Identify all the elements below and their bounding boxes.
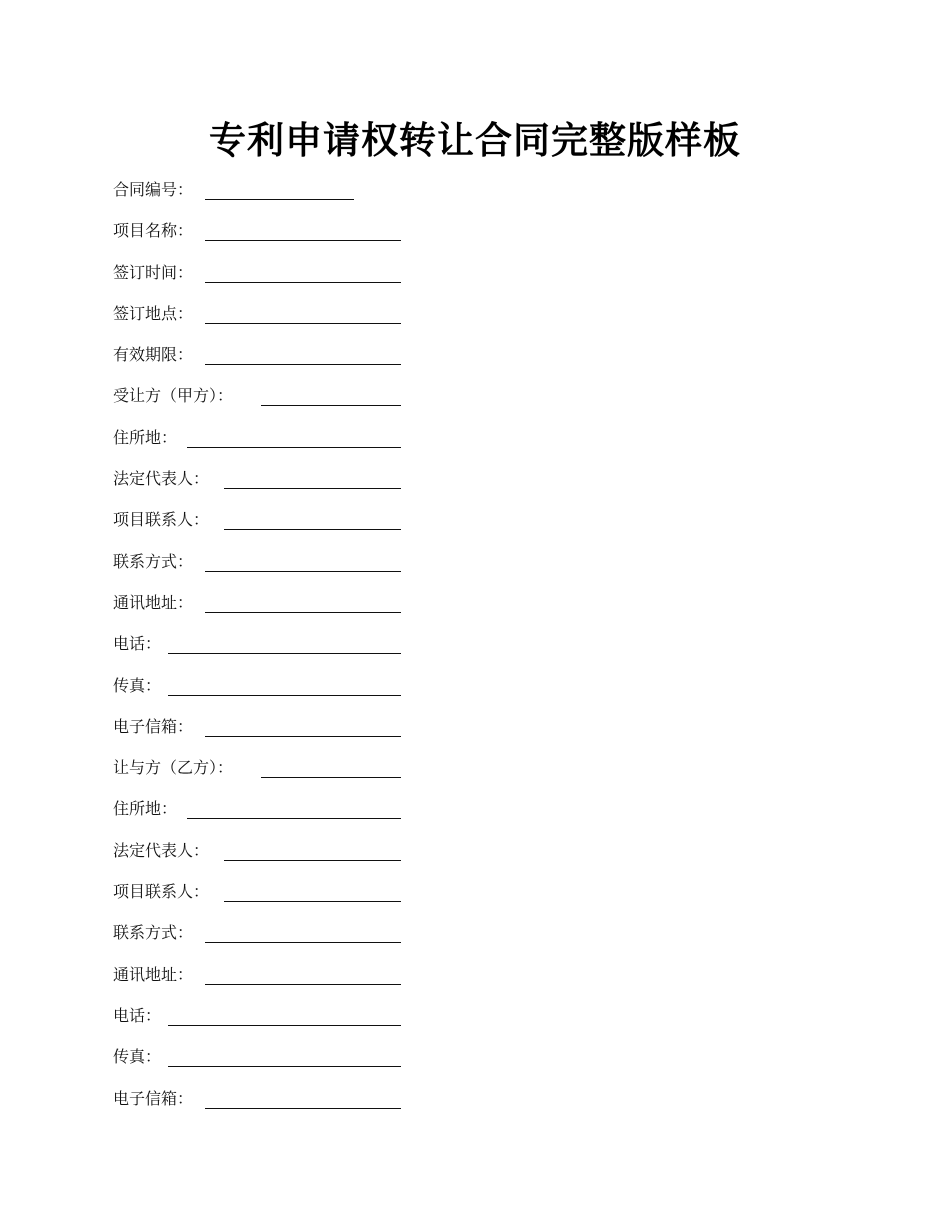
form-field-row <box>113 303 533 344</box>
field-label: 项目联系人： <box>113 882 210 902</box>
form-field-row <box>113 798 533 839</box>
field-label: 电话： <box>113 634 162 654</box>
field-label: 合同编号： <box>113 180 194 199</box>
field-label: 有效期限： <box>113 345 194 365</box>
fill-in-blank-line[interactable] <box>205 364 401 365</box>
field-label: 电子信箱： <box>113 716 194 736</box>
fill-in-blank-line[interactable] <box>187 447 401 448</box>
form-field-row <box>113 1005 533 1046</box>
form-field-row <box>113 427 533 468</box>
field-label: 让与方（乙方）： <box>113 758 234 778</box>
form-field-row <box>113 881 533 922</box>
fill-in-blank-line[interactable] <box>261 405 401 406</box>
fill-in-blank-line[interactable] <box>205 1108 401 1109</box>
fill-in-blank-line[interactable] <box>261 777 401 778</box>
document-title: 专利申请权转让合同完整版样板 <box>209 118 741 162</box>
contract-fields <box>113 179 533 1129</box>
field-label: 电子信箱： <box>113 1088 194 1108</box>
fill-in-blank-line[interactable] <box>205 282 401 283</box>
fill-in-blank-line[interactable] <box>205 323 401 324</box>
fill-in-blank-line[interactable] <box>205 942 401 943</box>
fill-in-blank-line[interactable] <box>205 199 354 200</box>
field-label: 法定代表人： <box>113 469 210 489</box>
fill-in-blank-line[interactable] <box>187 818 401 819</box>
form-field-row <box>113 262 533 303</box>
fill-in-blank-line[interactable] <box>168 653 401 654</box>
fill-in-blank-line[interactable] <box>205 984 401 985</box>
form-field-row <box>113 220 533 261</box>
field-label: 住所地： <box>113 427 178 447</box>
fill-in-blank-line[interactable] <box>205 736 401 737</box>
fill-in-blank-line[interactable] <box>205 612 401 613</box>
field-label: 签订地点： <box>113 303 194 323</box>
form-field-row <box>113 757 533 798</box>
fill-in-blank-line[interactable] <box>224 860 401 861</box>
field-label: 通讯地址： <box>113 592 194 612</box>
field-label: 传真： <box>113 1047 162 1067</box>
field-label: 通讯地址： <box>113 964 194 984</box>
form-field-row <box>113 179 533 220</box>
form-field-row <box>113 509 533 550</box>
field-label: 电话： <box>113 1005 162 1025</box>
fill-in-blank-line[interactable] <box>168 1066 401 1067</box>
form-field-row <box>113 344 533 385</box>
form-field-row <box>113 1046 533 1087</box>
field-label: 联系方式： <box>113 923 194 943</box>
form-field-row <box>113 385 533 426</box>
field-label: 项目联系人： <box>113 510 210 530</box>
fill-in-blank-line[interactable] <box>205 240 401 241</box>
field-label: 受让方（甲方）： <box>113 386 234 406</box>
form-field-row <box>113 592 533 633</box>
field-label: 法定代表人： <box>113 840 210 860</box>
fill-in-blank-line[interactable] <box>205 571 401 572</box>
field-label: 联系方式： <box>113 551 194 571</box>
form-field-row <box>113 675 533 716</box>
fill-in-blank-line[interactable] <box>224 488 401 489</box>
form-field-row <box>113 922 533 963</box>
form-field-row <box>113 1088 533 1129</box>
fill-in-blank-line[interactable] <box>168 695 401 696</box>
form-field-row <box>113 716 533 757</box>
field-label: 签订时间： <box>113 262 194 282</box>
fill-in-blank-line[interactable] <box>224 529 401 530</box>
form-field-row <box>113 840 533 881</box>
form-field-row <box>113 551 533 592</box>
field-label: 项目名称： <box>113 221 194 241</box>
form-field-row <box>113 633 533 674</box>
fill-in-blank-line[interactable] <box>224 901 401 902</box>
fill-in-blank-line[interactable] <box>168 1025 401 1026</box>
field-label: 住所地： <box>113 799 178 819</box>
field-label: 传真： <box>113 675 162 695</box>
form-field-row <box>113 964 533 1005</box>
form-field-row <box>113 468 533 509</box>
